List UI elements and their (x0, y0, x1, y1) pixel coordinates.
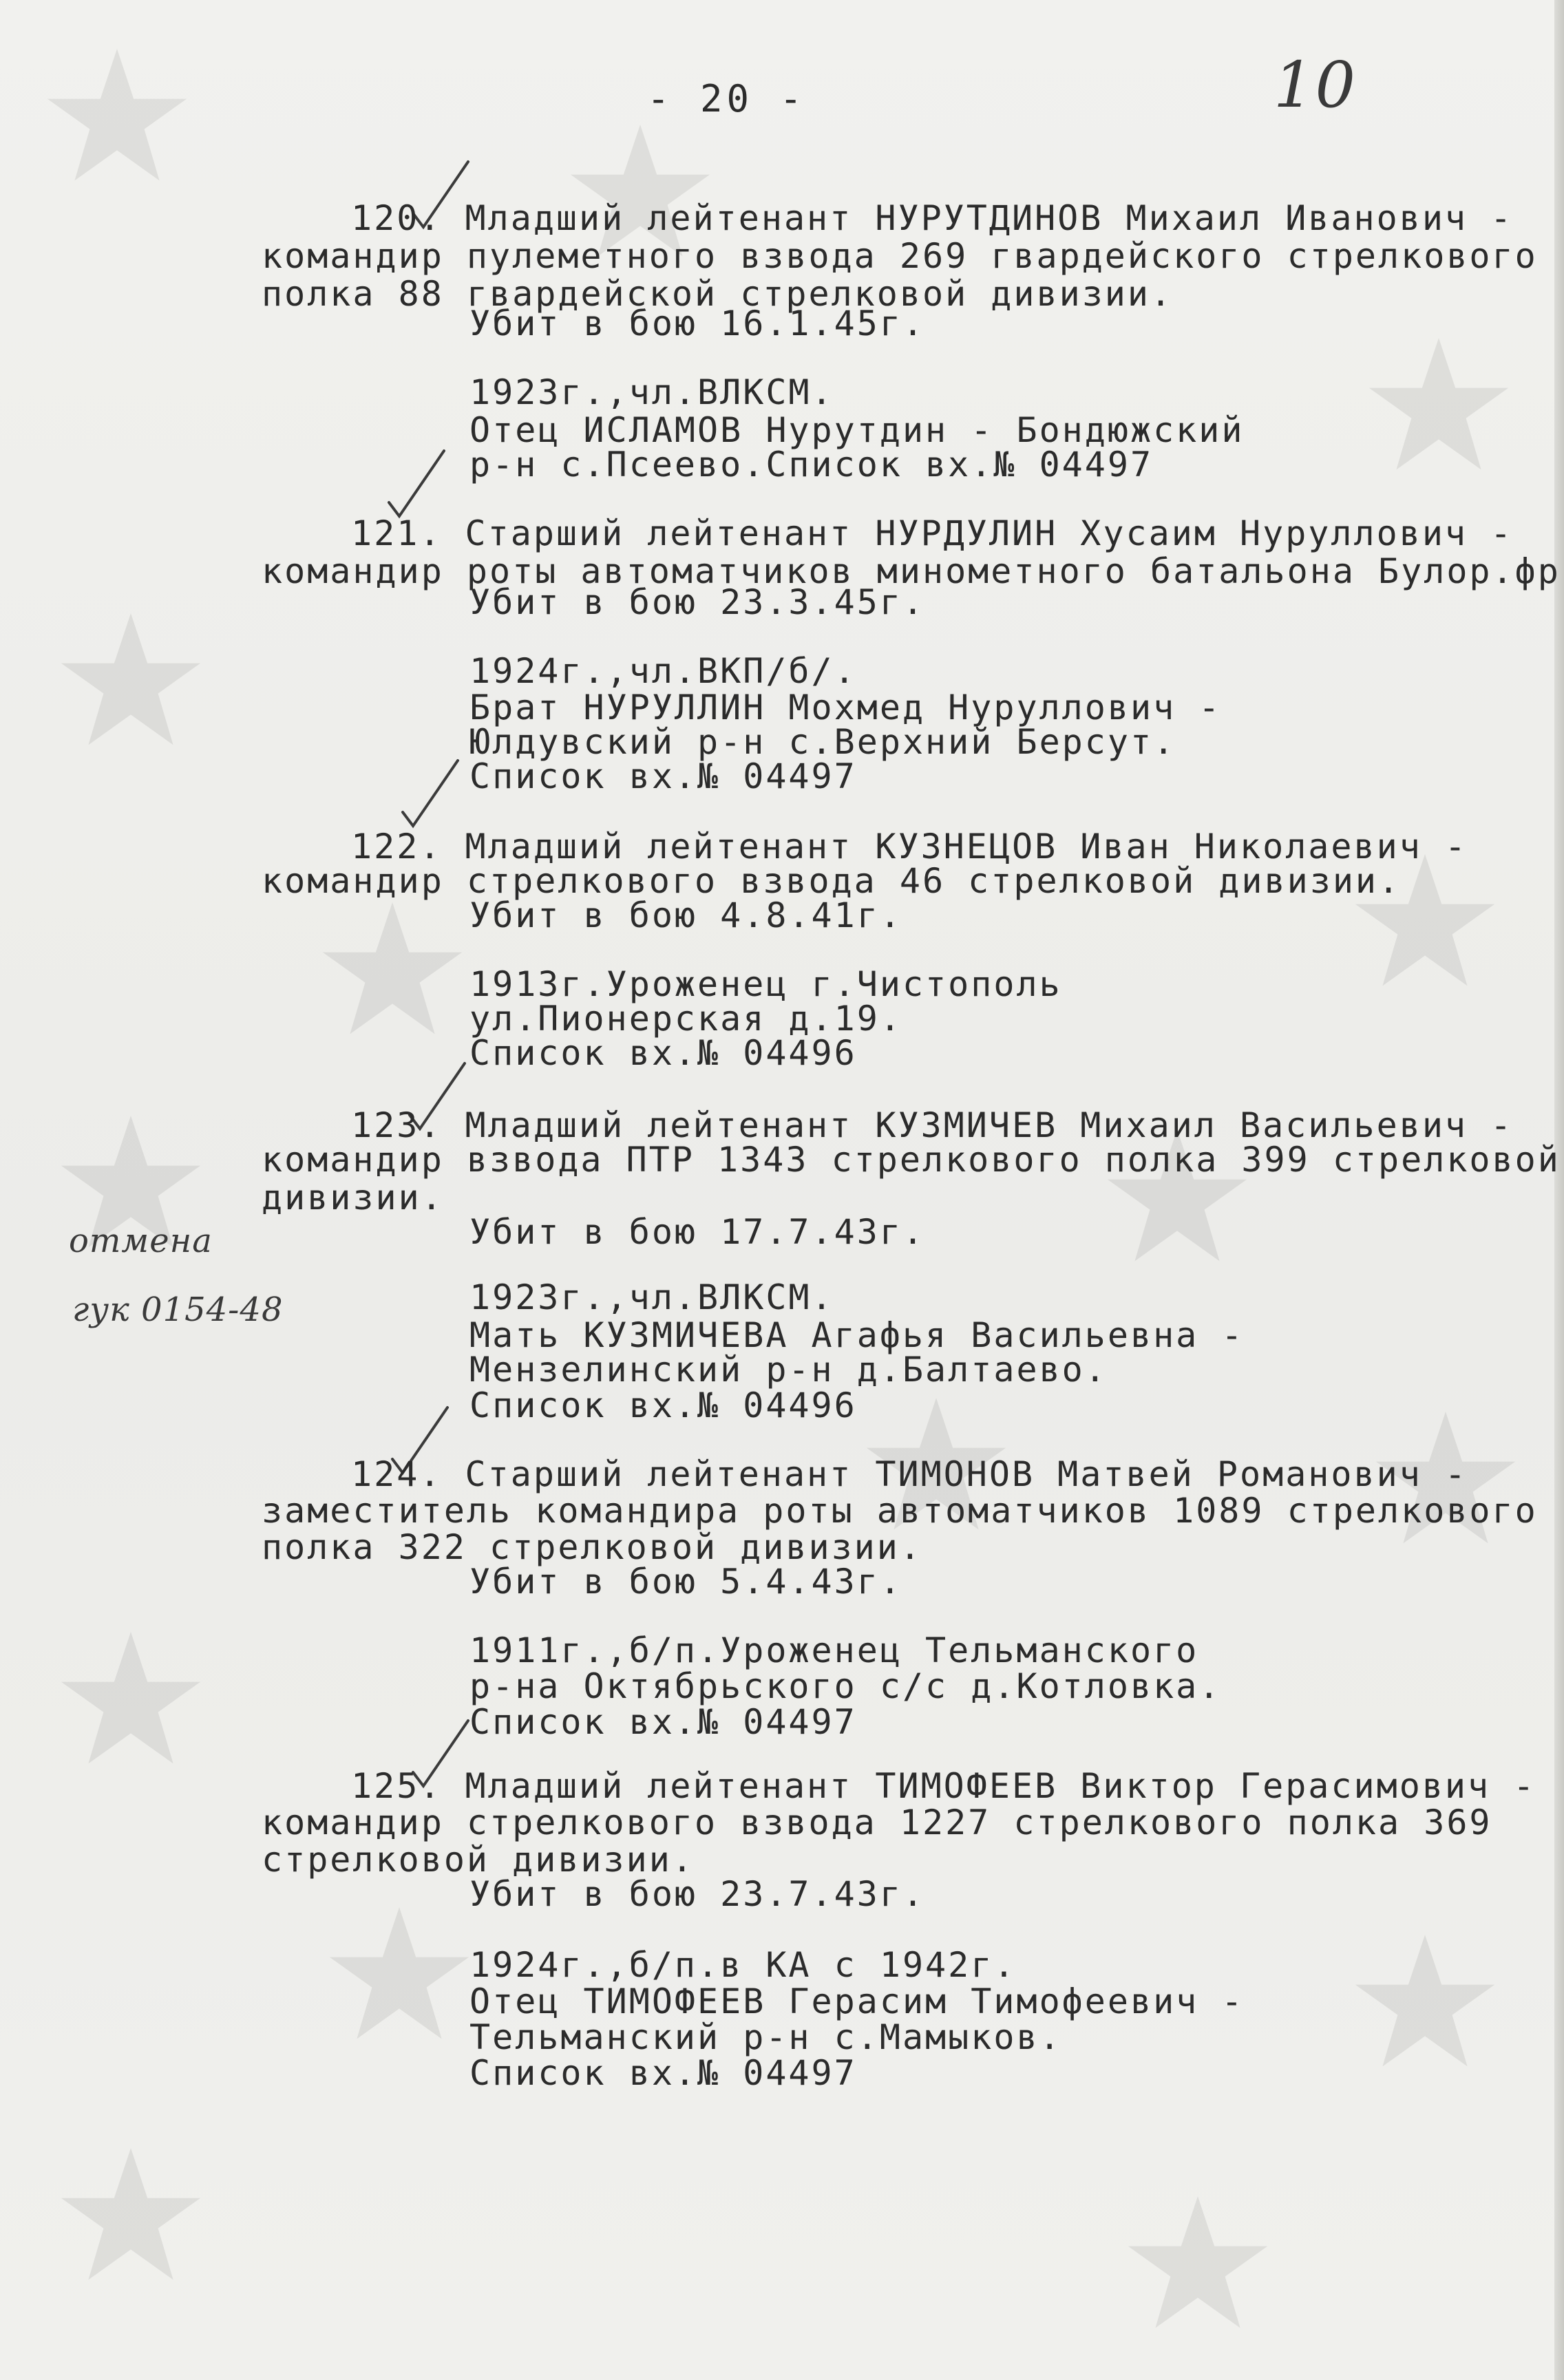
watermark-star-icon (317, 895, 468, 1046)
entry-detail: р-н с.Псеево.Список вх.№ 04497 (469, 445, 1154, 485)
watermark-star-icon (324, 1900, 475, 2051)
watermark-star-icon (1363, 330, 1514, 482)
entry-detail: р-на Октябрьского с/с д.Котловка. (469, 1666, 1222, 1706)
entry-line: полка 322 стрелковой дивизии. (262, 1527, 922, 1567)
entry-line: командир пулеметного взвода 269 гвардейского стрелкового (262, 236, 1538, 276)
entry-detail: Брат НУРУЛЛИН Мохмед Нуруллович - (469, 688, 1222, 727)
entry-line: стрелковой дивизии. (262, 1840, 695, 1880)
entry-killed-date: Убит в бою 23.7.43г. (469, 1874, 926, 1914)
entry-detail: Список вх.№ 04497 (469, 756, 857, 796)
entry-killed-date: Убит в бою 16.1.45г. (469, 304, 926, 343)
folio-mark: 10 (1274, 48, 1357, 122)
entry-detail: 1924г.,чл.ВКП/б/. (469, 651, 857, 691)
entry-detail: 1923г.,чл.ВЛКСМ. (469, 372, 834, 412)
watermark-star-icon (1349, 1927, 1501, 2079)
checkmark-icon (399, 757, 461, 833)
entry-killed-date: Убит в бою 4.8.41г. (469, 895, 902, 935)
entry-detail: ул.Пионерская д.19. (469, 999, 902, 1039)
entry-line: полка 88 гвардейской стрелковой дивизии. (262, 274, 1174, 314)
entry-detail: 1911г.,б/п.Уроженец Тельманского (469, 1630, 1199, 1670)
entry-killed-date: Убит в бою 17.7.43г. (469, 1212, 926, 1252)
entry-line: 122. Младший лейтенант КУЗНЕЦОВ Иван Николаевич - (351, 827, 1468, 867)
entry-detail: Список вх.№ 04497 (469, 2053, 857, 2093)
watermark-star-icon (55, 2140, 207, 2292)
watermark-star-icon (55, 1624, 207, 1776)
margin-note-reference: гук 0154-48 (72, 1290, 284, 1329)
entry-detail: Отец ИСЛАМОВ Нурутдин - Бондюжский (469, 410, 1245, 450)
entry-line: 121. Старший лейтенант НУРДУЛИН Хусаим Нуруллович - (351, 513, 1514, 553)
watermark-star-icon (1122, 2189, 1274, 2340)
checkmark-icon (385, 447, 447, 523)
entry-line: командир взвода ПТР 1343 стрелкового полка 399 стрелковой (262, 1140, 1561, 1180)
entry-detail: 1923г.,чл.ВЛКСМ. (469, 1277, 834, 1317)
margin-note-cancel: отмена (69, 1222, 213, 1260)
entry-detail: Список вх.№ 04496 (469, 1385, 857, 1425)
entry-detail: Юлдувский р-н с.Верхний Берсут. (469, 722, 1176, 762)
watermark-star-icon (55, 606, 207, 757)
entry-line: 123. Младший лейтенант КУЗМИЧЕВ Михаил Васильевич - (351, 1105, 1514, 1145)
entry-detail: Тельманский р-н с.Мамыков. (469, 2017, 1062, 2057)
page-number: - 20 - (647, 77, 807, 120)
entry-killed-date: Убит в бою 5.4.43г. (469, 1562, 902, 1602)
entry-detail: Список вх.№ 04497 (469, 1702, 857, 1742)
entry-detail: Отец ТИМОФЕЕВ Герасим Тимофеевич - (469, 1981, 1245, 2021)
page-edge (1554, 0, 1564, 2380)
entry-line: дивизии. (262, 1178, 444, 1218)
entry-line: 120. Младший лейтенант НУРУТДИНОВ Михаил Иванович - (351, 198, 1514, 238)
entry-detail: 1924г.,б/п.в КА с 1942г. (469, 1945, 1017, 1985)
entry-killed-date: Убит в бою 23.3.45г. (469, 582, 926, 622)
entry-detail: 1913г.Уроженец г.Чистополь (469, 964, 1062, 1004)
entry-detail: Список вх.№ 04496 (469, 1033, 857, 1073)
entry-line: заместитель командира роты автоматчиков 1089 стрелкового (262, 1491, 1538, 1531)
entry-line: командир роты автоматчиков минометного батальона Булор.фр (262, 551, 1561, 591)
entry-line: 125. Младший лейтенант ТИМОФЕЕВ Виктор Герасимович - (351, 1766, 1536, 1806)
entry-detail: Мензелинский р-н д.Балтаево. (469, 1350, 1108, 1390)
watermark-star-icon (41, 41, 193, 193)
entry-line: командир стрелкового взвода 46 стрелковой дивизии. (262, 861, 1402, 901)
entry-line: 124. Старший лейтенант ТИМОНОВ Матвей Романович - (351, 1454, 1468, 1494)
entry-detail: Мать КУЗМИЧЕВА Агафья Васильевна - (469, 1315, 1245, 1355)
entry-line: командир стрелкового взвода 1227 стрелкового полка 369 (262, 1803, 1492, 1842)
